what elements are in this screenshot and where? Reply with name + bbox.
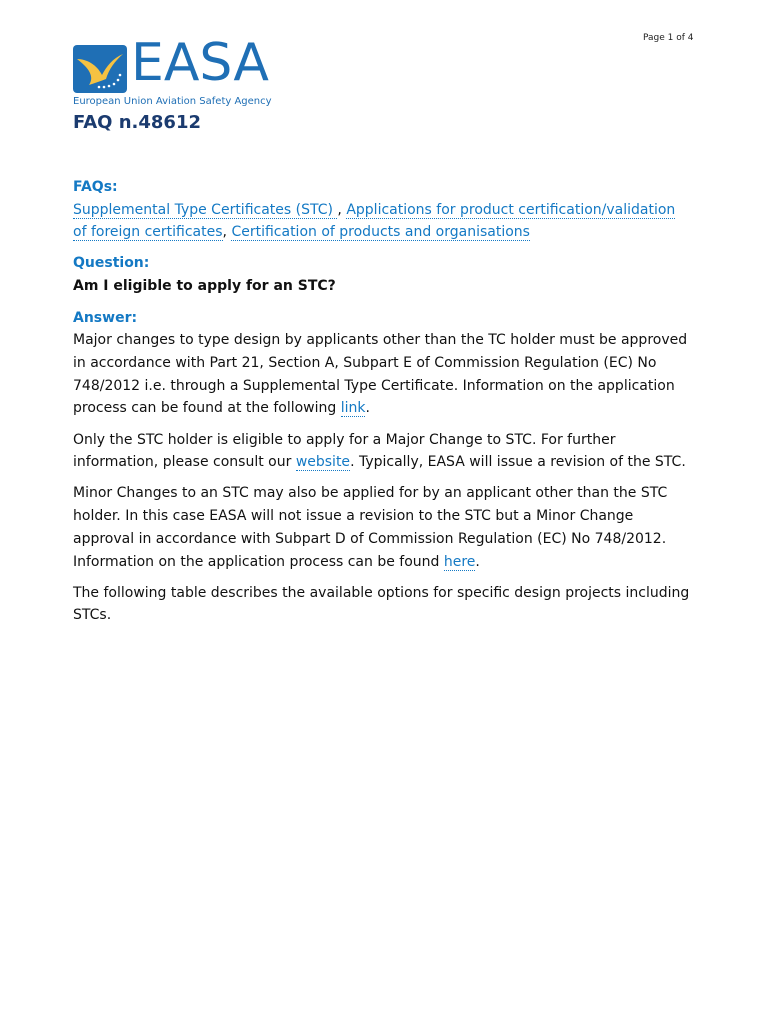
answer-label: Answer: <box>73 309 138 326</box>
easa-bird-icon <box>73 45 127 93</box>
answer-paragraph-3-end: . <box>475 553 480 570</box>
faq-topics <box>73 199 693 244</box>
application-process-link[interactable]: link <box>340 400 366 417</box>
faq-content <box>73 176 693 636</box>
answer-paragraph-2-end: . Typically, EASA will issue a revision of the STC. <box>350 454 686 471</box>
logo-wordmark: EASA <box>131 33 269 93</box>
topic-link-certification[interactable]: Certification of products and organisations <box>231 224 530 241</box>
question-label: Question: <box>73 255 150 272</box>
faq-title: FAQ n.48612 <box>73 112 202 133</box>
answer-paragraph-1-text: Major changes to type design by applicants other than the TC holder must be approved in accordance with Part 21, Section A, Subpart E of Commission Regulation (EC) No 748/2012 i.e. through a Supplemental Type Certificate. Information on the application process can be found at the following <box>73 332 688 417</box>
topic-link-applications[interactable]: Applications for product certification/validation of foreign certificates <box>73 201 676 241</box>
agency-name: European Union Aviation Safety Agency <box>73 96 272 107</box>
answer-paragraph-3-text: Minor Changes to an STC may also be applied for by an applicant other than the STC holder. In this case EASA will not issue a revision to the STC but a Minor Change approval in accordance with Subpart D of Commission Regulation (EC) No 748/2012. Information on the application process can be found <box>73 485 668 570</box>
website-link[interactable]: website <box>295 454 351 471</box>
topic-link-stc[interactable]: Supplemental Type Certificates (STC) <box>73 201 338 218</box>
answer-paragraph-4: The following table describes the available options for specific design projects including STCs. <box>73 584 690 624</box>
easa-logo <box>73 33 283 111</box>
question-text: Am I eligible to apply for an STC? <box>73 277 336 294</box>
here-link[interactable]: here <box>443 553 476 570</box>
topic-separator: , <box>337 201 347 218</box>
answer-paragraph-1 <box>73 329 693 420</box>
answer-paragraph-3 <box>73 482 693 573</box>
page-number: Page 1 of 4 <box>643 33 694 43</box>
answer-paragraph-1-end: . <box>365 400 370 417</box>
answer-paragraph-2 <box>73 429 693 474</box>
faqs-label: FAQs: <box>73 179 118 195</box>
topic-separator: , <box>222 224 232 241</box>
answer-paragraph-2-text: Only the STC holder is eligible to apply for a Major Change to STC. For further information, please consult our <box>73 431 616 471</box>
